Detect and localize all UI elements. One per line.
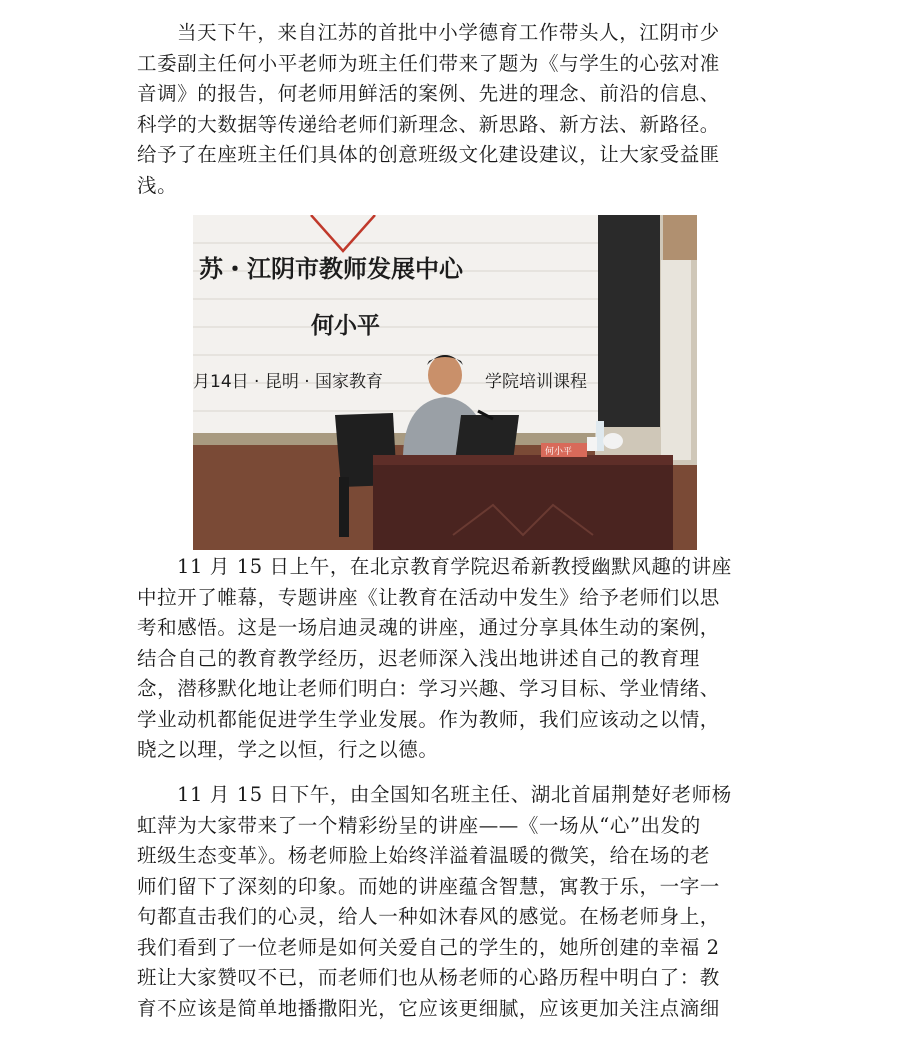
text-line: 结合自己的教育教学经历，迟老师深入浅出地讲述自己的教育理 bbox=[137, 646, 700, 670]
text-line: 音调》的报告，何老师用鲜活的案例、先进的理念、前沿的信息、 bbox=[137, 82, 720, 105]
text-line: 11 月 15 日上午，在北京教育学院迟希新教授幽默风趣的讲座 bbox=[177, 555, 732, 578]
nameplate-label: 何小平 bbox=[545, 447, 573, 457]
text-line: 班级生态变革》。杨老师脸上始终洋溢着温暖的微笑，给在场的老 bbox=[137, 844, 711, 867]
text-line: 句都直击我们的心灵，给人一种如沐春风的感觉。在杨老师身上， bbox=[137, 905, 720, 928]
paragraph-1 bbox=[137, 18, 767, 201]
paragraph-2 bbox=[137, 552, 767, 766]
text-line: 师们留下了深刻的印象。而她的讲座蕴含智慧，寓教于乐，一字一 bbox=[137, 874, 720, 898]
text-line: 虹萍为大家带来了一个精彩纷呈的讲座——《一场从“心”出发的 bbox=[137, 813, 701, 837]
text-line: 学业动机都能促进学生学业发展。作为教师，我们应该动之以情， bbox=[137, 707, 720, 731]
text-line: 浅。 bbox=[137, 173, 178, 197]
slide-speaker-name: 何小平 bbox=[311, 313, 380, 339]
text-line: 11 月 15 日下午，由全国知名班主任、湖北首届荆楚好老师杨 bbox=[177, 783, 732, 806]
lecture-photo bbox=[193, 215, 697, 550]
text-line: 科学的大数据等传递给老师们新理念、新思路、新方法、新路径。 bbox=[137, 112, 720, 136]
text-line: 我们看到了一位老师是如何关爱自己的学生的，她所创建的幸福 2 bbox=[137, 935, 720, 959]
text-line: 考和感悟。这是一场启迪灵魂的讲座，通过分享具体生动的案例， bbox=[137, 616, 720, 639]
paragraph-3 bbox=[137, 780, 767, 1024]
slide-date-line: 月14日 · 昆明 · 国家教育 bbox=[193, 372, 384, 392]
text-line: 班让大家赞叹不已，而老师们也从杨老师的心路历程中明白了：教 bbox=[137, 966, 720, 989]
slide-title: 苏・江阴市教师发展中心 bbox=[199, 255, 463, 283]
lecture-photo-drawing bbox=[193, 215, 697, 550]
text-line: 中拉开了帷幕，专题讲座《让教育在活动中发生》给予老师们以思 bbox=[137, 585, 720, 609]
text-line: 当天下午，来自江苏的首批中小学德育工作带头人，江阴市少 bbox=[177, 21, 720, 44]
slide-course-line: 学院培训课程 bbox=[485, 372, 587, 392]
text-line: 念，潜移默化地让老师们明白：学习兴趣、学习目标、学业情绪、 bbox=[137, 677, 720, 700]
text-line: 工委副主任何小平老师为班主任们带来了题为《与学生的心弦对准 bbox=[137, 51, 720, 75]
text-line: 育不应该是简单地播撒阳光，它应该更细腻，应该更加关注点滴细 bbox=[137, 996, 720, 1020]
text-line: 晓之以理，学之以恒，行之以德。 bbox=[137, 738, 439, 761]
text-line: 给予了在座班主任们具体的创意班级文化建设建议，让大家受益匪 bbox=[137, 143, 720, 166]
